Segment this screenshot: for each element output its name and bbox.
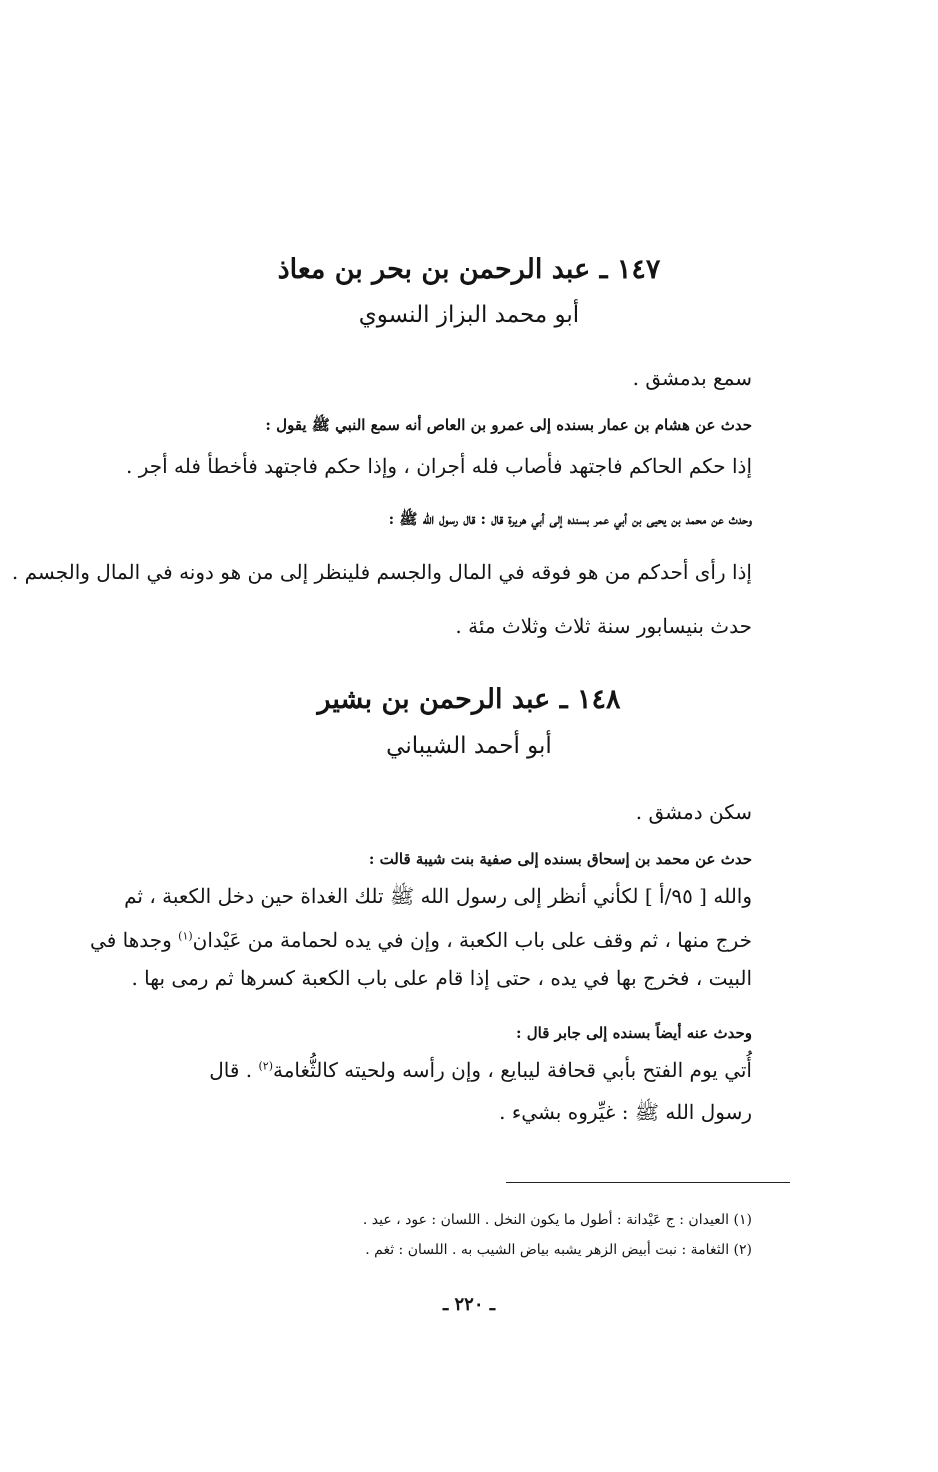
entry-147-isnad-2: وحدث عن محمد بن يحيى بن أبي عمر بسنده إلى أبي هريرة قال : قال رسول الله ﷺ : [388, 510, 752, 528]
entry-148-isnad-2: وحدث عنه أيضاً بسنده إلى جابر قال : [515, 1024, 752, 1042]
entry-147-isnad-1: حدث عن هشام بن عمار بسنده إلى عمرو بن العاص أنه سمع النبي ﷺ يقول : [265, 416, 752, 434]
entry-148-isnad-1: حدث عن محمد بن إسحاق بسنده إلى صفية بنت شيبة قالت : [368, 850, 752, 868]
entry-148-title: ١٤٨ ـ عبد الرحمن بن بشير [317, 684, 621, 715]
entry-148-hadith-2-line-1 [209, 1058, 752, 1082]
entry-147-residence: سمع بدمشق . [632, 366, 752, 390]
entry-148-kunya: أبو أحمد الشيباني [386, 733, 552, 759]
hadith-text: أُتي يوم الفتح بأبي قحافة ليبايع ، وإن رأسه ولحيته كالثُّغامة [272, 1058, 752, 1082]
entry-148-hadith-1-line-1: والله [ ٩٥/أ ] لكأني أنظر إلى رسول الله ﷺ تلك الغداة حين دخل الكعبة ، ثم [124, 884, 752, 908]
footnote-1: (١) العيدان : ج عَيْدانة : أطول ما يكون النخل . اللسان : عود ، عيد . [362, 1212, 752, 1228]
hadith-text: وجدها في [90, 928, 179, 952]
hadith-text: خرج منها ، ثم وقف على باب الكعبة ، وإن في يده لحمامة من عَيْدان [192, 928, 752, 952]
entry-147-title: ١٤٧ ـ عبد الرحمن بن بحر بن معاذ [277, 254, 661, 285]
entry-147-kunya: أبو محمد البزاز النسوي [358, 302, 580, 328]
entry-147-closing: حدث بنيسابور سنة ثلاث وثلاث مئة . [455, 614, 752, 638]
footnote-marker-2: (٢) [258, 1059, 273, 1073]
entry-147-hadith-2: إذا رأى أحدكم من هو فوقه في المال والجسم فلينظر إلى من هو دونه في المال والجسم . [11, 560, 752, 584]
entry-148-residence: سكن دمشق . [635, 800, 752, 824]
footnote-marker-1: (١) [178, 929, 193, 943]
page-number: ـ ٢٢٠ ـ [442, 1294, 496, 1315]
footnote-2: (٢) الثغامة : نبت أبيض الزهر يشبه بياض الشيب به . اللسان : ثغم . [365, 1242, 752, 1258]
footnote-separator [506, 1182, 790, 1183]
entry-148-hadith-1-line-3: البيت ، فخرج بها في يده ، حتى إذا قام على باب الكعبة كسرها ثم رمى بها . [131, 966, 752, 990]
hadith-text: . قال [209, 1058, 259, 1082]
entry-148-hadith-1-line-2 [90, 928, 752, 952]
entry-148-hadith-2-line-2: رسول الله ﷺ : غيِّروه بشيء . [499, 1100, 752, 1124]
entry-147-hadith-1: إذا حكم الحاكم فاجتهد فأصاب فله أجران ، وإذا حكم فاجتهد فأخطأ فله أجر . [125, 454, 752, 478]
